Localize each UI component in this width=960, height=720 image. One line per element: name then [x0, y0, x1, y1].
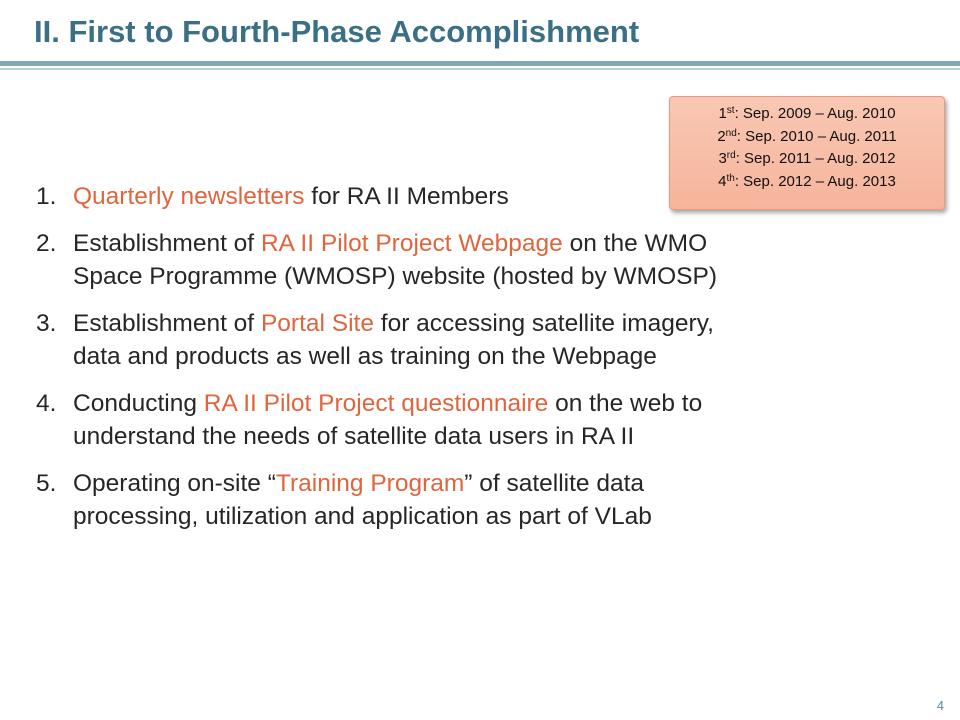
item-text-line	[73, 340, 936, 373]
item-text: Space Programme (WMOSP) website (hosted by WMOSP)	[73, 263, 717, 290]
phase-line	[670, 103, 944, 126]
item-text: data and products as well as training on the Webpage	[73, 343, 657, 370]
item-number: 2.	[36, 230, 57, 257]
phase-number: 2	[717, 127, 726, 145]
phase-line	[670, 126, 944, 149]
list-item	[36, 467, 936, 533]
highlighted-term: RA II Pilot Project Webpage	[260, 230, 563, 257]
item-text: processing, utilization and application as part of VLab	[73, 503, 652, 530]
item-text: ” of satellite data	[464, 470, 645, 497]
highlighted-term: Quarterly newsletters	[73, 183, 305, 210]
title-divider-thin	[0, 68, 960, 70]
page-number: 4	[936, 698, 944, 713]
item-text-line	[73, 420, 936, 453]
phase-date-range: : Sep. 2010 – Aug. 2011	[736, 127, 897, 145]
highlighted-term: Training Program	[275, 470, 465, 497]
slide-title: II. First to Fourth-Phase Accomplishment	[34, 14, 640, 49]
list-item	[36, 307, 936, 373]
phase-date-range: : Sep. 2011 – Aug. 2012	[735, 150, 896, 167]
item-text-line	[73, 260, 936, 293]
item-text: for accessing satellite imagery,	[373, 310, 714, 337]
item-text: understand the needs of satellite data users in RA II	[73, 423, 635, 450]
list-item	[36, 387, 936, 453]
item-text-line	[73, 180, 936, 213]
item-number: 3.	[36, 310, 57, 337]
item-text: on the WMO	[562, 230, 708, 257]
phase-ordinal-suffix: th	[726, 172, 735, 184]
item-number: 4.	[36, 390, 57, 417]
item-text-line	[73, 227, 936, 260]
item-text: Establishment of	[73, 230, 261, 257]
title-divider	[0, 61, 960, 66]
phase-number: 3	[718, 150, 727, 167]
phase-number: 4	[718, 172, 727, 190]
phase-number: 1	[718, 105, 727, 122]
item-text: for RA II Members	[304, 183, 509, 210]
item-text: Operating on-site “	[73, 470, 276, 497]
item-text-line	[73, 307, 936, 340]
item-text-line	[73, 387, 936, 420]
phase-date-range: : Sep. 2012 – Aug. 2013	[734, 172, 896, 190]
item-number: 1.	[36, 183, 57, 210]
highlighted-term: Portal Site	[260, 310, 374, 337]
highlighted-term: RA II Pilot Project questionnaire	[203, 390, 549, 417]
phase-ordinal-suffix: nd	[725, 127, 737, 139]
phase-line	[670, 148, 944, 171]
list-item	[36, 180, 936, 213]
item-text-line	[73, 500, 936, 533]
item-text: Conducting	[73, 390, 204, 417]
item-text: Establishment of	[73, 310, 261, 337]
item-text: on the web to	[548, 390, 703, 417]
phase-ordinal-suffix: rd	[726, 150, 736, 161]
list-item	[36, 227, 936, 293]
item-text-line	[73, 467, 936, 500]
phase-date-range: : Sep. 2009 – Aug. 2010	[734, 105, 896, 122]
phase-ordinal-suffix: st	[726, 105, 735, 116]
accomplishment-list	[36, 180, 936, 547]
item-number: 5.	[36, 470, 57, 497]
